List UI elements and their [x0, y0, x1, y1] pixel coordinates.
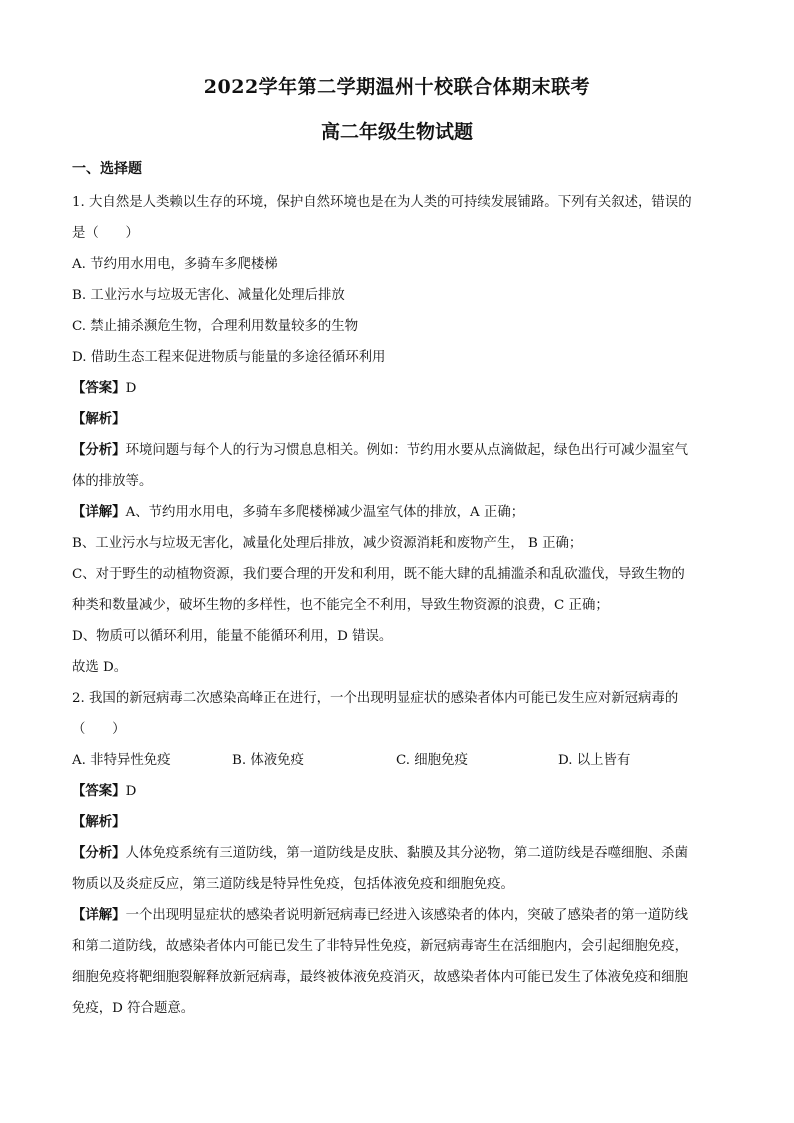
q2-xiangjie-tag: 【详解】 — [72, 907, 126, 923]
q2-stem-line1: 2. 我国的新冠病毒二次感染高峰正在进行，一个出现明显症状的感染者体内可能已发生应对新冠病毒的 — [72, 691, 679, 706]
q2-options — [72, 745, 722, 776]
q1-xiangjie-c1: C、对于野生的动植物资源，我们要合理的开发和利用，既不能大肆的乱捕滥杀和乱砍滥伐，导致生物的 — [72, 567, 685, 582]
q2-xiangjie-line1 — [72, 900, 722, 931]
q2-fenxi-tag: 【分析】 — [72, 845, 126, 861]
q1-option-d: D. 借助生态工程来促进物质与能量的多途径循环利用 — [72, 350, 386, 365]
q1-fenxi-tag: 【分析】 — [72, 442, 126, 458]
q1-answer-value: D — [125, 381, 137, 396]
q1-xiangjie-d: D、物质可以循环利用，能量不能循环利用，D 错误。 — [72, 629, 393, 644]
q2-option-d: D. 以上皆有 — [558, 753, 631, 768]
exam-title: 2022学年第二学期温州十校联合体期末联考 — [203, 76, 591, 98]
q1-fenxi-line1 — [72, 435, 722, 466]
q1-stem-line1: 1. 大自然是人类赖以生存的环境，保护自然环境也是在为人类的可持续发展铺路。下列有关叙述，错误的 — [72, 195, 692, 210]
q2-answer-value: D — [125, 784, 137, 799]
q1-option-b: B. 工业污水与垃圾无害化、减量化处理后排放 — [72, 288, 345, 303]
exam-subtitle: 高二年级生物试题 — [320, 121, 473, 143]
q1-fenxi-line2: 体的排放等。 — [72, 474, 153, 489]
q2-fenxi-text1: 人体免疫系统有三道防线，第一道防线是皮肤、黏膜及其分泌物，第二道防线是吞噬细胞、杀菌 — [125, 846, 688, 861]
q2-xiangjie-line2: 和第二道防线，故感染者体内可能已发生了非特异性免疫，新冠病毒寄生在活细胞内，会引起细胞免疫， — [72, 939, 688, 954]
q1-conclusion: 故选 D。 — [72, 660, 128, 675]
q1-analysis-tag: 【解析】 — [72, 411, 126, 427]
q1-answer-tag: 【答案】 — [72, 380, 126, 396]
q1-xiangjie-tag: 【详解】 — [72, 504, 126, 520]
q1-xiangjie-b: B、工业污水与垃圾无害化，减量化处理后排放，减少资源消耗和废物产生， B 正确； — [72, 536, 583, 551]
q2-option-a: A. 非特异性免疫 — [72, 753, 171, 768]
section-heading: 一、选择题 — [72, 161, 142, 177]
q2-fenxi-line2: 物质以及炎症反应，第三道防线是特异性免疫，包括体液免疫和细胞免疫。 — [72, 877, 514, 892]
q1-xiangjie-a — [72, 497, 722, 528]
q2-option-c: C. 细胞免疫 — [396, 753, 468, 768]
q1-stem-line2: 是（ ） — [72, 226, 139, 241]
q2-analysis-heading — [72, 807, 722, 838]
q2-xiangjie-text1: 一个出现明显症状的感染者说明新冠病毒已经进入该感染者的体内，突破了感染者的第一道防线 — [125, 908, 688, 923]
q1-answer — [72, 373, 722, 404]
q1-xiangjie-c2: 种类和数量减少，破坏生物的多样性，也不能完全不利用，导致生物资源的浪费，C 正确； — [72, 598, 609, 613]
q1-xiangjie-a-text: A、节约用水用电，多骑车多爬楼梯减少温室气体的排放，A 正确； — [125, 505, 525, 520]
q2-fenxi-line1 — [72, 838, 722, 869]
q2-option-b: B. 体液免疫 — [232, 753, 304, 768]
q2-answer — [72, 776, 722, 807]
q2-xiangjie-line4: 免疫，D 符合题意。 — [72, 1001, 195, 1016]
q2-stem-line2: （ ） — [72, 722, 126, 737]
q1-option-a: A. 节约用水用电，多骑车多爬楼梯 — [72, 257, 278, 272]
q2-answer-tag: 【答案】 — [72, 783, 126, 799]
q1-option-c: C. 禁止捕杀濒危生物，合理利用数量较多的生物 — [72, 319, 359, 334]
q2-xiangjie-line3: 细胞免疫将靶细胞裂解释放新冠病毒，最终被体液免疫消灭，故感染者体内可能已发生了体液免疫和细胞 — [72, 970, 688, 985]
q1-fenxi-text1: 环境问题与每个人的行为习惯息息相关。例如：节约用水要从点滴做起，绿色出行可减少温室气 — [125, 443, 688, 458]
q1-analysis-heading — [72, 404, 722, 435]
question-1 — [72, 187, 722, 683]
q2-analysis-tag: 【解析】 — [72, 814, 126, 830]
question-2 — [72, 683, 722, 1024]
